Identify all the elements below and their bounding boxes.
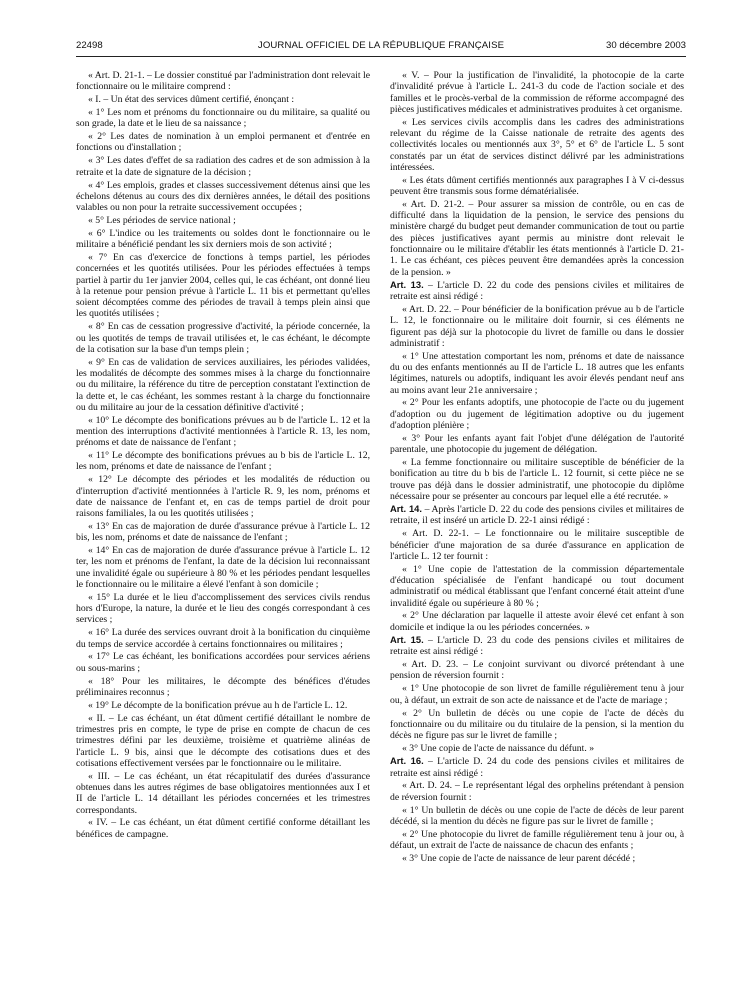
paragraph: « 11° Le décompte des bonifications prévues au b bis de l'article L. 12, les nom, prénoms et date de naissance de l'enfant ; bbox=[76, 450, 370, 473]
paragraph: « Les services civils accomplis dans les cadres des administrations relevant du régime de la Caisse nationale de retraite des agents des collectivités locales ou mentionnés aux 3°, 5° et 6° de l'article L. 5 sont constatés par un état de services distinct délivré par les administrations intéressées. bbox=[390, 116, 684, 173]
paragraph: « Les états dûment certifiés mentionnés aux paragraphes I à V ci-dessus peuvent être transmis sous forme dématérialisée. bbox=[390, 174, 684, 197]
paragraph: « Art. D. 21-2. – Pour assurer sa mission de contrôle, ou en cas de difficulté dans la liquidation de la pension, le service des pensions du ministère chargé du budget peut demander communication de tout ou partie des pièces justificatives ayant permis au ministre dont relevait le fonctionnaire ou le militaire d'établir les états mentionnés à l'article D. 21-1. Le cas échéant, ces pièces peuvent être demandées après la concession de la pension. » bbox=[390, 198, 684, 278]
article-heading bbox=[390, 755, 684, 779]
paragraph: « 14° En cas de majoration de durée d'assurance prévue à l'article L. 12 ter, les nom et prénoms de l'enfant, la date de la décision lui reconnaissant une invalidité égale ou supérieure à 80 % et les périodes pendant lesquelles le fonctionnaire ou le militaire a élevé l'enfant à son domicile ; bbox=[76, 545, 370, 590]
paragraph: « 13° En cas de majoration de durée d'assurance prévue à l'article L. 12 bis, les nom, prénoms et date de naissance de l'enfant ; bbox=[76, 521, 370, 544]
paragraph: « 4° Les emplois, grades et classes successivement détenus ainsi que les échelons détenus au cours des dix dernières années, le détail des positions valables ou non pour la retraite successivement occupées ; bbox=[76, 179, 370, 214]
paragraph: « 3° Une copie de l'acte de naissance du défunt. » bbox=[402, 742, 595, 754]
paragraph: « 2° Une déclaration par laquelle il atteste avoir élevé cet enfant à son domicile et indique la ou les périodes concernées. » bbox=[390, 610, 684, 633]
paragraph: « 1° Une copie de l'attestation de la commission départementale d'éducation spécialisée de l'enfant handicapé ou tout document administratif ou médical établissant que l'enfant concerné était atteint d'une invalidité égale ou supérieure à 80 % ; bbox=[390, 563, 684, 609]
issue-date: 30 décembre 2003 bbox=[605, 40, 686, 51]
paragraph: « 12° Le décompte des périodes et les modalités de réduction ou d'interruption d'activité mentionnées à l'article R. 9, les nom, prénoms et date de naissance de l'enfant et, en cas de temps partiel de droit pour raisons familiales, la ou les quotités utilisées ; bbox=[76, 474, 370, 520]
page-header bbox=[76, 40, 686, 56]
paragraph: « 1° Une photocopie de son livret de famille régulièrement tenu à jour ou, à défaut, un extrait de son acte de naissance et de l'acte de mariage ; bbox=[390, 683, 684, 706]
left-column bbox=[76, 70, 370, 840]
paragraph: « 3° Pour les enfants ayant fait l'objet d'une délégation de l'autorité parentale, une photocopie du jugement de délégation. bbox=[390, 432, 684, 456]
article-heading bbox=[390, 279, 684, 303]
paragraph: « I. – Un état des services dûment certifié, énonçant : bbox=[88, 94, 295, 106]
article-label: Art. 14. bbox=[390, 503, 422, 515]
paragraph: « 1° Une attestation comportant les nom, prénoms et date de naissance du ou des enfants mentionnés au II de l'article L. 18 autres que les enfants légitimes, naturels ou adoptifs, indiquant les avoir élevés pendant neuf ans au moins avant leur 21e anniversaire ; bbox=[390, 350, 684, 396]
paragraph: « 19° Le décompte de la bonification prévue au h de l'article L. 12. bbox=[88, 699, 348, 711]
paragraph: « 17° Le cas échéant, les bonifications accordées pour services aériens ou sous-marins ; bbox=[76, 651, 370, 674]
paragraph: « 16° La durée des services ouvrant droit à la bonification du cinquième du temps de service accordée à certains fonctionnaires ou militaires ; bbox=[76, 627, 370, 650]
paragraph: « Art. D. 22. – Pour bénéficier de la bonification prévue au b de l'article L. 12, le fonctionnaire ou le militaire doit fournir, si ces éléments ne figurent pas déjà sur la photocopie du livret de famille ou dans le dossier administratif : bbox=[390, 304, 684, 349]
article-heading bbox=[390, 503, 684, 527]
article-label: Art. 15. bbox=[390, 634, 424, 646]
paragraph: « Art. D. 23. – Le conjoint survivant ou divorcé prétendant à une pension de réversion fournit : bbox=[390, 659, 684, 682]
header-rule bbox=[76, 56, 686, 57]
paragraph: « Art. D. 21-1. – Le dossier constitué par l'administration dont relevait le fonctionnaire ou le militaire comprend : bbox=[76, 70, 370, 93]
article-heading bbox=[390, 634, 684, 658]
paragraph: « 6° L'indice ou les traitements ou soldes dont le fonctionnaire ou le militaire a bénéficié pendant les six derniers mois de son activité ; bbox=[76, 227, 370, 251]
paragraph: « 2° Une photocopie du livret de famille régulièrement tenu à jour ou, à défaut, un extrait de l'acte de naissance de chacun des enfants ; bbox=[390, 828, 684, 851]
paragraph: « 9° En cas de validation de services auxiliaires, les périodes validées, les modalités de décompte des sommes mises à la charge du fonctionnaire ou du militaire, la référence du titre de perception constatant l'extinction de la dette et, le cas échéant, les sommes restant à la charge du fonctionnaire ou du militaire au jour de la cessation définitive d'activité ; bbox=[76, 356, 370, 413]
paragraph: « La femme fonctionnaire ou militaire susceptible de bénéficier de la bonification au titre du b bis de l'article L. 12 fournit, si cette pièce ne se trouve pas déjà dans le dossier administratif, une photocopie du diplôme nécessaire pour se présenter au concours par lequel elle a été recrutée. » bbox=[390, 457, 684, 502]
paragraph: « 15° La durée et le lieu d'accomplissement des services civils rendus hors d'Europe, la nature, la durée et le lieu des congés correspondant à ces services ; bbox=[76, 591, 370, 626]
article-text: – Après l'article D. 22 du code des pensions civiles et militaires de retraite, il est inséré un article D. 22-1 ainsi rédigé : bbox=[390, 504, 684, 527]
paragraph: « 8° En cas de cessation progressive d'activité, la période concernée, la ou les quotités de temps de travail utilisées et, le cas échéant, le décompte de la cotisation sur la base d'un temps plein ; bbox=[76, 321, 370, 355]
article-label: Art. 16. bbox=[390, 755, 424, 767]
article-label: Art. 13. bbox=[390, 278, 424, 290]
paragraph: « 1° Les nom et prénoms du fonctionnaire ou du militaire, sa qualité ou son grade, la date et le lieu de sa naissance ; bbox=[76, 107, 370, 130]
right-column bbox=[390, 70, 684, 864]
paragraph: « II. – Le cas échéant, un état dûment certifié détaillant le nombre de trimestres pris en compte, le type de prise en compte de chacun de ces trimestres défini par les deuxième, troisième et quatrième alinéas de l'article L. 9 bis, ainsi que le décompte des cotisations dues et des cotisations effectivement versées par le fonctionnaire ou le militaire. bbox=[76, 712, 370, 769]
paragraph: « V. – Pour la justification de l'invalidité, la photocopie de la carte d'invalidité prévue à l'article L. 241-3 du code de l'action sociale et des familles et le procès-verbal de la commission de réforme accompagné des pièces justificatives médicales et administratives produites à cet organisme. bbox=[390, 70, 684, 115]
paragraph: « 3° Une copie de l'acte de naissance de leur parent décédé ; bbox=[402, 852, 636, 864]
paragraph: « 10° Le décompte des bonifications prévues au b de l'article L. 12 et la mention des interruptions d'activité mentionnées à l'article R. 13, les nom, prénoms et date de naissance de l'enfant ; bbox=[76, 414, 370, 449]
paragraph: « 1° Un bulletin de décès ou une copie de l'acte de décès de leur parent décédé, si la mention du décès ne figure pas sur le livret de famille ; bbox=[390, 804, 684, 827]
paragraph: « Art. D. 24. – Le représentant légal des orphelins prétendant à pension de réversion fournit : bbox=[390, 780, 684, 803]
page-number: 22498 bbox=[76, 40, 103, 51]
paragraph: « 7° En cas d'exercice de fonctions à temps partiel, les périodes concernées et les quotités utilisées. Pour les périodes effectuées à temps partiel à partir du 1er janvier 2004, celles qui, le cas échéant, ont donné lieu à la retenue pour pension prévue à l'article L. 11 bis et permettant qu'elles soient décomptées comme des périodes de travail à temps plein ainsi que les quotités utilisées ; bbox=[76, 251, 370, 320]
paragraph: « Art. D. 22-1. – Le fonctionnaire ou le militaire susceptible de bénéficier d'une majoration de sa durée d'assurance en application de l'article L. 12 ter fournit : bbox=[390, 528, 684, 562]
paragraph: « 3° Les dates d'effet de sa radiation des cadres et de son admission à la retraite et la date de signature de la décision ; bbox=[76, 155, 370, 178]
paragraph: « 2° Pour les enfants adoptifs, une photocopie de l'acte ou du jugement d'adoption ou du jugement de légitimation adoptive ou du jugement d'adoption plénière ; bbox=[390, 397, 684, 431]
paragraph: « IV. – Le cas échéant, un état dûment certifié conforme détaillant les bénéfices de campagne. bbox=[76, 817, 370, 840]
paragraph: « 5° Les périodes de service national ; bbox=[88, 214, 236, 226]
article-text: – L'article D. 22 du code des pensions civiles et militaires de retraite est ainsi rédigé : bbox=[390, 279, 684, 303]
paragraph: « III. – Le cas échéant, un état récapitulatif des durées d'assurance obtenues dans les autres régimes de base obligatoires mentionnées aux I et II de l'article L. 14 détaillant les périodes concernées et les trimestres correspondants. bbox=[76, 770, 370, 816]
paragraph: « 2° Un bulletin de décès ou une copie de l'acte de décès du fonctionnaire ou du militaire ou du titulaire de la pension, si la mention du décès ne figure pas sur le livret de famille ; bbox=[390, 707, 684, 742]
article-text: – L'article D. 24 du code des pensions civiles et militaires de retraite est ainsi rédigé : bbox=[390, 756, 684, 779]
paragraph: « 18° Pour les militaires, le décompte des bénéfices d'études préliminaires reconnus ; bbox=[76, 675, 370, 698]
paragraph: « 2° Les dates de nomination à un emploi permanent et d'entrée en fonctions ou d'installation ; bbox=[76, 131, 370, 154]
article-text: – L'article D. 23 du code des pensions civiles et militaires de retraite est ainsi rédigé : bbox=[390, 635, 684, 658]
journal-title: JOURNAL OFFICIEL DE LA RÉPUBLIQUE FRANÇAISE bbox=[257, 40, 505, 51]
